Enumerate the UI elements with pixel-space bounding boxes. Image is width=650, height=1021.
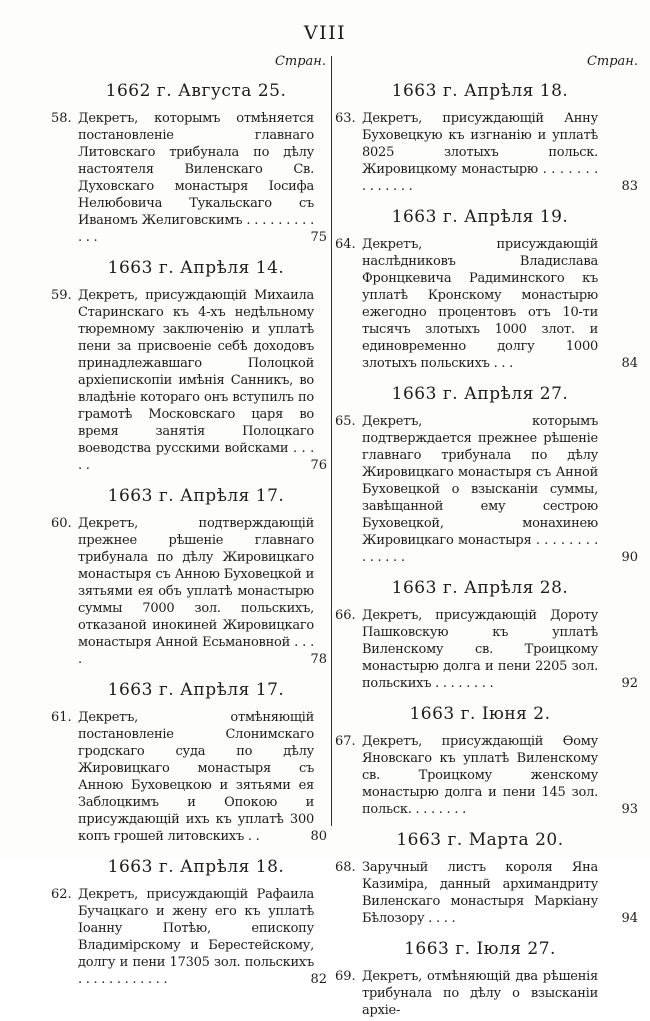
entry-text: Декретъ, которымъ подтверждается прежнее рѣшеніе главнаго трибунала по дѣлу Жировицкаго монастыря съ Анной Буховецкой о взысканіи суммы, завѣщанной ему сестрою Буховецкой, монахинею Жировицкаго монастыря . . . . . . . . . . . . . .	[362, 414, 598, 565]
entry-text: Заручный листъ короля Яна Казиміра, данный архимандриту Виленскаго монастыря Маркіану Бѣлозору . . . .	[362, 860, 598, 926]
entry-number: 62.	[51, 887, 72, 902]
entry-number: 68.	[335, 860, 356, 875]
date-header: 1662 г. Августа 25.	[105, 81, 287, 101]
entry-number: 61.	[51, 710, 72, 725]
entry-text: Декретъ, присуждающій наслѣдниковъ Владислава Фронцкевича Радиминского къ уплатѣ Кронскому монастырю ежегодно процентовъ отъ 10-ти тысячъ злотыхъ 1000 злот. и единовременно долгу 1000 злотыхъ польскихъ . . .	[362, 237, 598, 371]
entry-page: 84	[621, 356, 638, 371]
entry-text: Декретъ, подтверждающій прежнее рѣшеніе главнаго трибунала по дѣлу Жировицкаго монастыря съ Анною Буховецкой и зятьями ея объ уплатѣ монастырю суммы 7000 зол. польскихъ, отказаной инокиней Жировицкаго монастыря Анной Есьмановной . . . .	[78, 516, 314, 667]
page-column-label: Стран.	[274, 54, 326, 69]
entry-page: 92	[621, 676, 638, 691]
date-header: 1663 г. Іюня 2.	[409, 704, 551, 724]
toc-entry	[335, 110, 638, 195]
entry-number: 64.	[335, 237, 356, 252]
toc-entry	[51, 110, 327, 246]
toc-entry	[335, 413, 638, 566]
date-header: 1663 г. Іюля 27.	[404, 939, 556, 959]
toc-entry	[335, 968, 598, 1019]
entry-page: 78	[310, 652, 327, 667]
date-header: 1663 г. Апрѣля 17.	[107, 486, 285, 506]
entry-page: 93	[621, 802, 638, 817]
left-column	[51, 54, 327, 990]
date-header: 1663 г. Апрѣля 19.	[391, 207, 569, 227]
page-title: VIII	[303, 22, 347, 44]
entry-page: 82	[310, 972, 327, 987]
entry-text: Декретъ, присуждающій Михаила Старинскаго къ 4-хъ недѣльному тюремному заключенію и уплатѣ пени за присвоеніе себѣ доходовъ принадлежавшаго Полоцкой архіепископіи имѣнія Санникъ, во владѣніе котораго онъ вступилъ по грамотѣ Московскаго царя во время занятія Полоцкаго воеводства русскими войсками . . . . .	[78, 288, 314, 473]
date-header: 1663 г. Марта 20.	[396, 830, 564, 850]
date-header: 1663 г. Апрѣля 27.	[391, 384, 569, 404]
toc-entry	[335, 607, 638, 692]
page-column-label: Стран.	[586, 54, 638, 69]
toc-entry	[51, 515, 327, 668]
toc-entry	[335, 236, 638, 372]
entry-number: 59.	[51, 288, 72, 303]
column-divider	[331, 56, 332, 826]
date-header: 1663 г. Апрѣля 14.	[107, 258, 285, 278]
entry-number: 63.	[335, 111, 356, 126]
date-header: 1663 г. Апрѣля 18.	[391, 81, 569, 101]
date-header: 1663 г. Апрѣля 28.	[391, 578, 569, 598]
entry-text: Декретъ, присуждающій Ѳому Яновскаго къ уплатѣ Виленскому св. Троицкому женскому монастырю долга и пени 145 зол. польск. . . . . . . .	[362, 734, 598, 817]
entry-page: 76	[310, 458, 327, 473]
entry-page: 94	[621, 911, 638, 926]
entry-text: Декретъ, присуждающій Рафаила Бучацкаго и жену его къ уплатѣ Іоанну Потѣю, епископу Владимірскому и Берестейскому, долгу и пени 17305 зол. польскихъ . . . . . . . . . . . .	[78, 887, 314, 987]
entry-text: Декретъ, которымъ отмѣняется постановленіе главнаго Литовскаго трибунала по дѣлу настоятеля Виленскаго Св. Духовскаго монастыря Іосифа Нелюбовича Тукальскаго съ Иваномъ Желиговскимъ . . . . . . . . . . . .	[78, 111, 314, 245]
toc-entry	[51, 287, 327, 474]
date-header: 1663 г. Апрѣля 17.	[107, 680, 285, 700]
date-header: 1663 г. Апрѣля 18.	[107, 857, 285, 877]
entry-number: 67.	[335, 734, 356, 749]
toc-entry	[51, 709, 327, 845]
entry-page: 83	[621, 179, 638, 194]
toc-entry	[335, 859, 638, 927]
right-column	[335, 54, 638, 1021]
toc-entry	[335, 733, 638, 818]
entry-page: 90	[621, 550, 638, 565]
entry-text: Декретъ, присуждающій Дороту Пашковскую къ уплатѣ Виленскому св. Троицкому монастырю долга и пени 2205 зол. польскихъ . . . . . . . .	[362, 608, 598, 691]
entry-number: 65.	[335, 414, 356, 429]
entry-text: Декретъ, отмѣняющій два рѣшенія трибунала по дѣлу о взысканіи архіе-	[362, 969, 598, 1018]
toc-entry	[51, 886, 327, 988]
entry-number: 60.	[51, 516, 72, 531]
entry-number: 69.	[335, 969, 356, 984]
entry-page: 75	[310, 230, 327, 245]
entry-page: 80	[310, 829, 327, 844]
entry-number: 58.	[51, 111, 72, 126]
entry-text: Декретъ, присуждающій Анну Буховецкую къ изгнанію и уплатѣ 8025 злотыхъ польск. Жировицкому монастырю . . . . . . . . . . . . . .	[362, 111, 598, 194]
entry-number: 66.	[335, 608, 356, 623]
entry-text: Декретъ, отмѣняющій постановленіе Слонимскаго гродскаго суда по дѣлу Жировицкаго монастыря съ Анною Буховецкою и зятьями ея Заблоцкимъ и Опокою и присуждающій ихъ къ уплатѣ 300 копъ грошей литовскихъ . .	[78, 710, 314, 844]
